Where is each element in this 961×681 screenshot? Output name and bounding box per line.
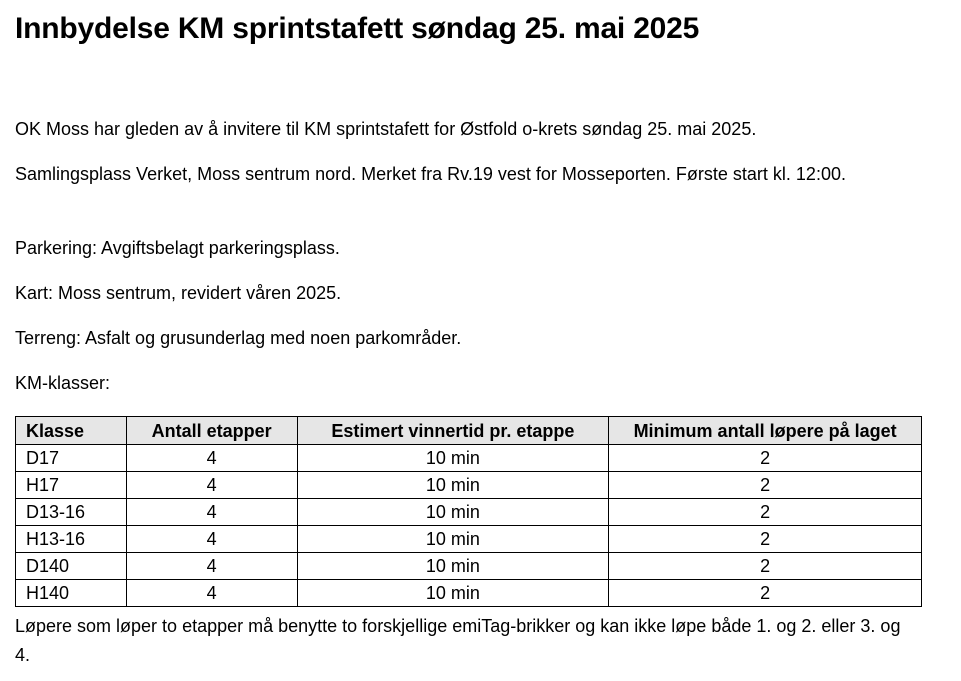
cell-winning-time: 10 min (297, 580, 609, 607)
intro-paragraph: OK Moss har gleden av å invitere til KM sprintstafett for Østfold o-krets søndag 25. mai 2025. (15, 119, 757, 139)
column-header-stages: Antall etapper (126, 417, 297, 445)
cell-winning-time: 10 min (297, 472, 609, 499)
cell-min-runners: 2 (609, 472, 922, 499)
cell-class: H140 (16, 580, 127, 607)
cell-stages: 4 (126, 526, 297, 553)
table-row (16, 526, 922, 553)
gathering-place-paragraph: Samlingsplass Verket, Moss sentrum nord. Merket fra Rv.19 vest for Mosseporten. Første start kl. 12:00. (15, 164, 846, 184)
cell-stages: 4 (126, 445, 297, 472)
cell-class: H13-16 (16, 526, 127, 553)
cell-class: H17 (16, 472, 127, 499)
footnote-paragraph: Løpere som løper to etapper må benytte to forskjellige emiTag-brikker og kan ikke løpe både 1. og 2. eller 3. og 4. (15, 616, 901, 665)
cell-min-runners: 2 (609, 499, 922, 526)
cell-min-runners: 2 (609, 580, 922, 607)
km-classes-table (15, 416, 922, 607)
terrain-paragraph: Terreng: Asfalt og grusunderlag med noen parkområder. (15, 328, 462, 348)
table-row (16, 499, 922, 526)
cell-stages: 4 (126, 580, 297, 607)
cell-min-runners: 2 (609, 445, 922, 472)
cell-winning-time: 10 min (297, 526, 609, 553)
parking-paragraph: Parkering: Avgiftsbelagt parkeringsplass. (15, 238, 340, 258)
table-row (16, 580, 922, 607)
document-title: Innbydelse KM sprintstafett søndag 25. mai 2025 (15, 12, 700, 45)
cell-class: D140 (16, 553, 127, 580)
cell-stages: 4 (126, 499, 297, 526)
cell-min-runners: 2 (609, 553, 922, 580)
cell-winning-time: 10 min (297, 499, 609, 526)
cell-winning-time: 10 min (297, 553, 609, 580)
table-row (16, 472, 922, 499)
cell-stages: 4 (126, 553, 297, 580)
cell-class: D13-16 (16, 499, 127, 526)
table-row (16, 553, 922, 580)
table-row (16, 445, 922, 472)
column-header-class: Klasse (16, 417, 127, 445)
cell-stages: 4 (126, 472, 297, 499)
column-header-min-runners: Minimum antall løpere på laget (609, 417, 922, 445)
cell-class: D17 (16, 445, 127, 472)
km-classes-heading: KM-klasser: (15, 373, 111, 393)
column-header-winning-time: Estimert vinnertid pr. etappe (297, 417, 609, 445)
table-header-row (16, 417, 922, 445)
cell-winning-time: 10 min (297, 445, 609, 472)
cell-min-runners: 2 (609, 526, 922, 553)
map-paragraph: Kart: Moss sentrum, revidert våren 2025. (15, 283, 342, 303)
